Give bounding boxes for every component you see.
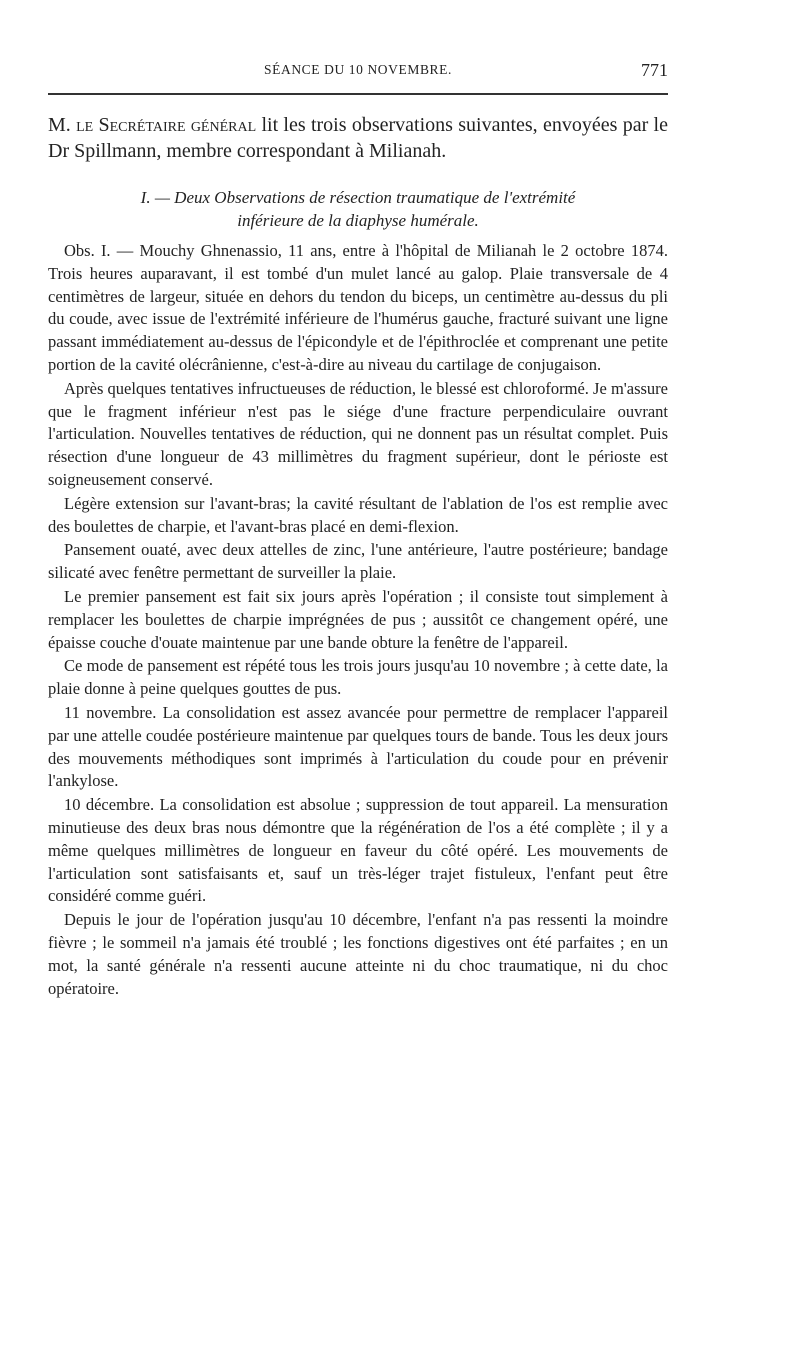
header-rule [48,93,668,95]
paragraph-extension: Légère extension sur l'avant-bras; la cavité résultant de l'ablation de l'os est remplie avec des boulettes de charpie, et l'avant-bras placé en demi-flexion. [48,493,668,536]
paragraph-11-novembre: 11 novembre. La consolidation est assez avancée pour permettre de remplacer l'appareil par une attelle coudée postérieure maintenue par quelques tours de bande. Tous les deux jours des mouvements méthodiques sont imprimés à l'articulation du coude pour en prévenir l'ankylose. [48,702,668,791]
running-head-title: SÉANCE DU 10 NOVEMBRE. [264,62,452,77]
body-text [48,240,668,1001]
page-number: 771 [641,60,668,80]
paragraph-mode-pansement: Ce mode de pansement est répété tous les trois jours jusqu'au 10 novembre ; à cette date, la plaie donne à peine quelques gouttes de pus. [48,656,668,699]
paragraph-pansement: Pansement ouaté, avec deux attelles de zinc, l'une antérieure, l'autre postérieure; bandage silicaté avec fenêtre permettant de surveiller la plaie. [48,540,668,583]
intro-paragraph [48,112,668,164]
paragraph-reduction: Après quelques tentatives infructueuses de réduction, le blessé est chloroformé. Je m'assure que le fragment inférieur n'est pas le siége d'une fracture perpendiculaire ouvrant l'articulation. Nouvelles tentatives de réduction, qui ne donnent pas un résultat complet. Puis résection d'une longueur de 43 millimètres du fragment supérieur, dont le périoste est soigneusement conservé. [48,378,668,489]
intro-text: lit les trois observations suivantes, envoyées par le Dr Spillmann, membre correspondant à Milianah. [48,114,668,162]
section-title-line-2: inférieure de la diaphyse humérale. [237,211,479,230]
running-head [48,62,668,84]
paragraph-conclusion: Depuis le jour de l'opération jusqu'au 10 décembre, l'enfant n'a pas ressenti la moindre fièvre ; le sommeil n'a jamais été troublé ; les fonctions digestives ont été parfaites ; en un mot, la santé générale n'a ressenti aucune atteinte ni du choc traumatique, ni du choc opératoire. [48,910,668,998]
paragraph-obs-1: Obs. I. — Mouchy Ghnenassio, 11 ans, entre à l'hôpital de Milianah le 2 octobre 1874. Trois heures auparavant, il est tombé d'un mulet lancé au galop. Plaie transversale de 4 centimètres de largeur, située en dehors du tendon du biceps, un centimètre au-dessus du pli du coude, avec issue de l'extrémité inférieure de l'humérus gauche, fracturé suivant une ligne passant immédiatement au-dessus de l'épicondyle et de l'épithroclée et comprenant une petite portion de la cavité olécrânienne, c'est-à-dire au niveau du cartilage de conjugaison. [48,241,668,374]
intro-author: M. le Secrétaire général [48,114,257,136]
section-title [48,186,668,232]
paragraph-premier-pansement: Le premier pansement est fait six jours après l'opération ; il consiste tout simplement à remplacer les boulettes de charpie imprégnées de pus ; aussitôt ce changement opéré, une épaisse couche d'ouate maintenue par une bande obture la fenêtre de l'appareil. [48,586,668,652]
section-title-line-1: I. — Deux Observations de résection traumatique de l'extrémité [140,188,576,207]
paragraph-10-decembre: 10 décembre. La consolidation est absolue ; suppression de tout appareil. La mensuration minutieuse des deux bras nous démontre que la régénération de l'os a été complète ; il y a même quelques millimètres de longueur en faveur du côté opéré. Les mouvements de l'articulation sont satisfaisants et, sauf un très-léger trajet fistuleux, l'enfant peut être considéré comme guéri. [48,795,668,906]
